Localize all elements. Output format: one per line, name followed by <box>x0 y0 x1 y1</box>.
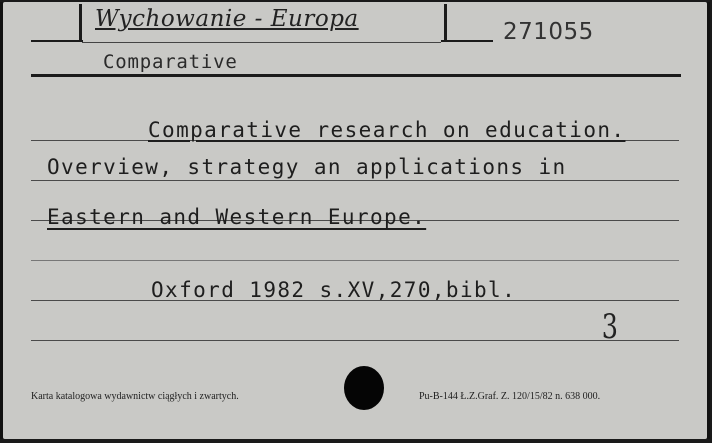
header-rule-left <box>31 40 83 42</box>
ruled-line-2 <box>31 180 679 181</box>
title-line-2: Overview, strategy an applications in <box>47 155 567 179</box>
footer-left: Karta katalogowa wydawnictw ciągłych i zwartych. <box>31 391 239 402</box>
header-inner-rule <box>82 42 441 43</box>
header-rule-right <box>441 40 493 42</box>
footer-right: Pu-B-144 Ł.Z.Graf. Z. 120/15/82 n. 638 000. <box>419 391 601 402</box>
ruled-line-6 <box>31 340 679 341</box>
catalog-number: 271055 <box>503 19 594 45</box>
punch-hole <box>344 366 384 410</box>
ruled-line-4 <box>31 260 679 261</box>
copy-number: 3 <box>601 307 618 347</box>
subheading: Comparative <box>103 51 238 73</box>
title-line-3: Eastern and Western Europe. <box>47 205 427 229</box>
imprint-line: Oxford 1982 s.XV,270,bibl. <box>151 278 517 302</box>
handwritten-heading: Wychowanie - Europa <box>95 6 359 32</box>
right-edge <box>707 2 710 439</box>
header-divider <box>31 74 681 77</box>
catalog-card <box>3 2 707 439</box>
left-edge <box>0 2 3 439</box>
title-line-1: Comparative research on education. <box>148 118 626 142</box>
